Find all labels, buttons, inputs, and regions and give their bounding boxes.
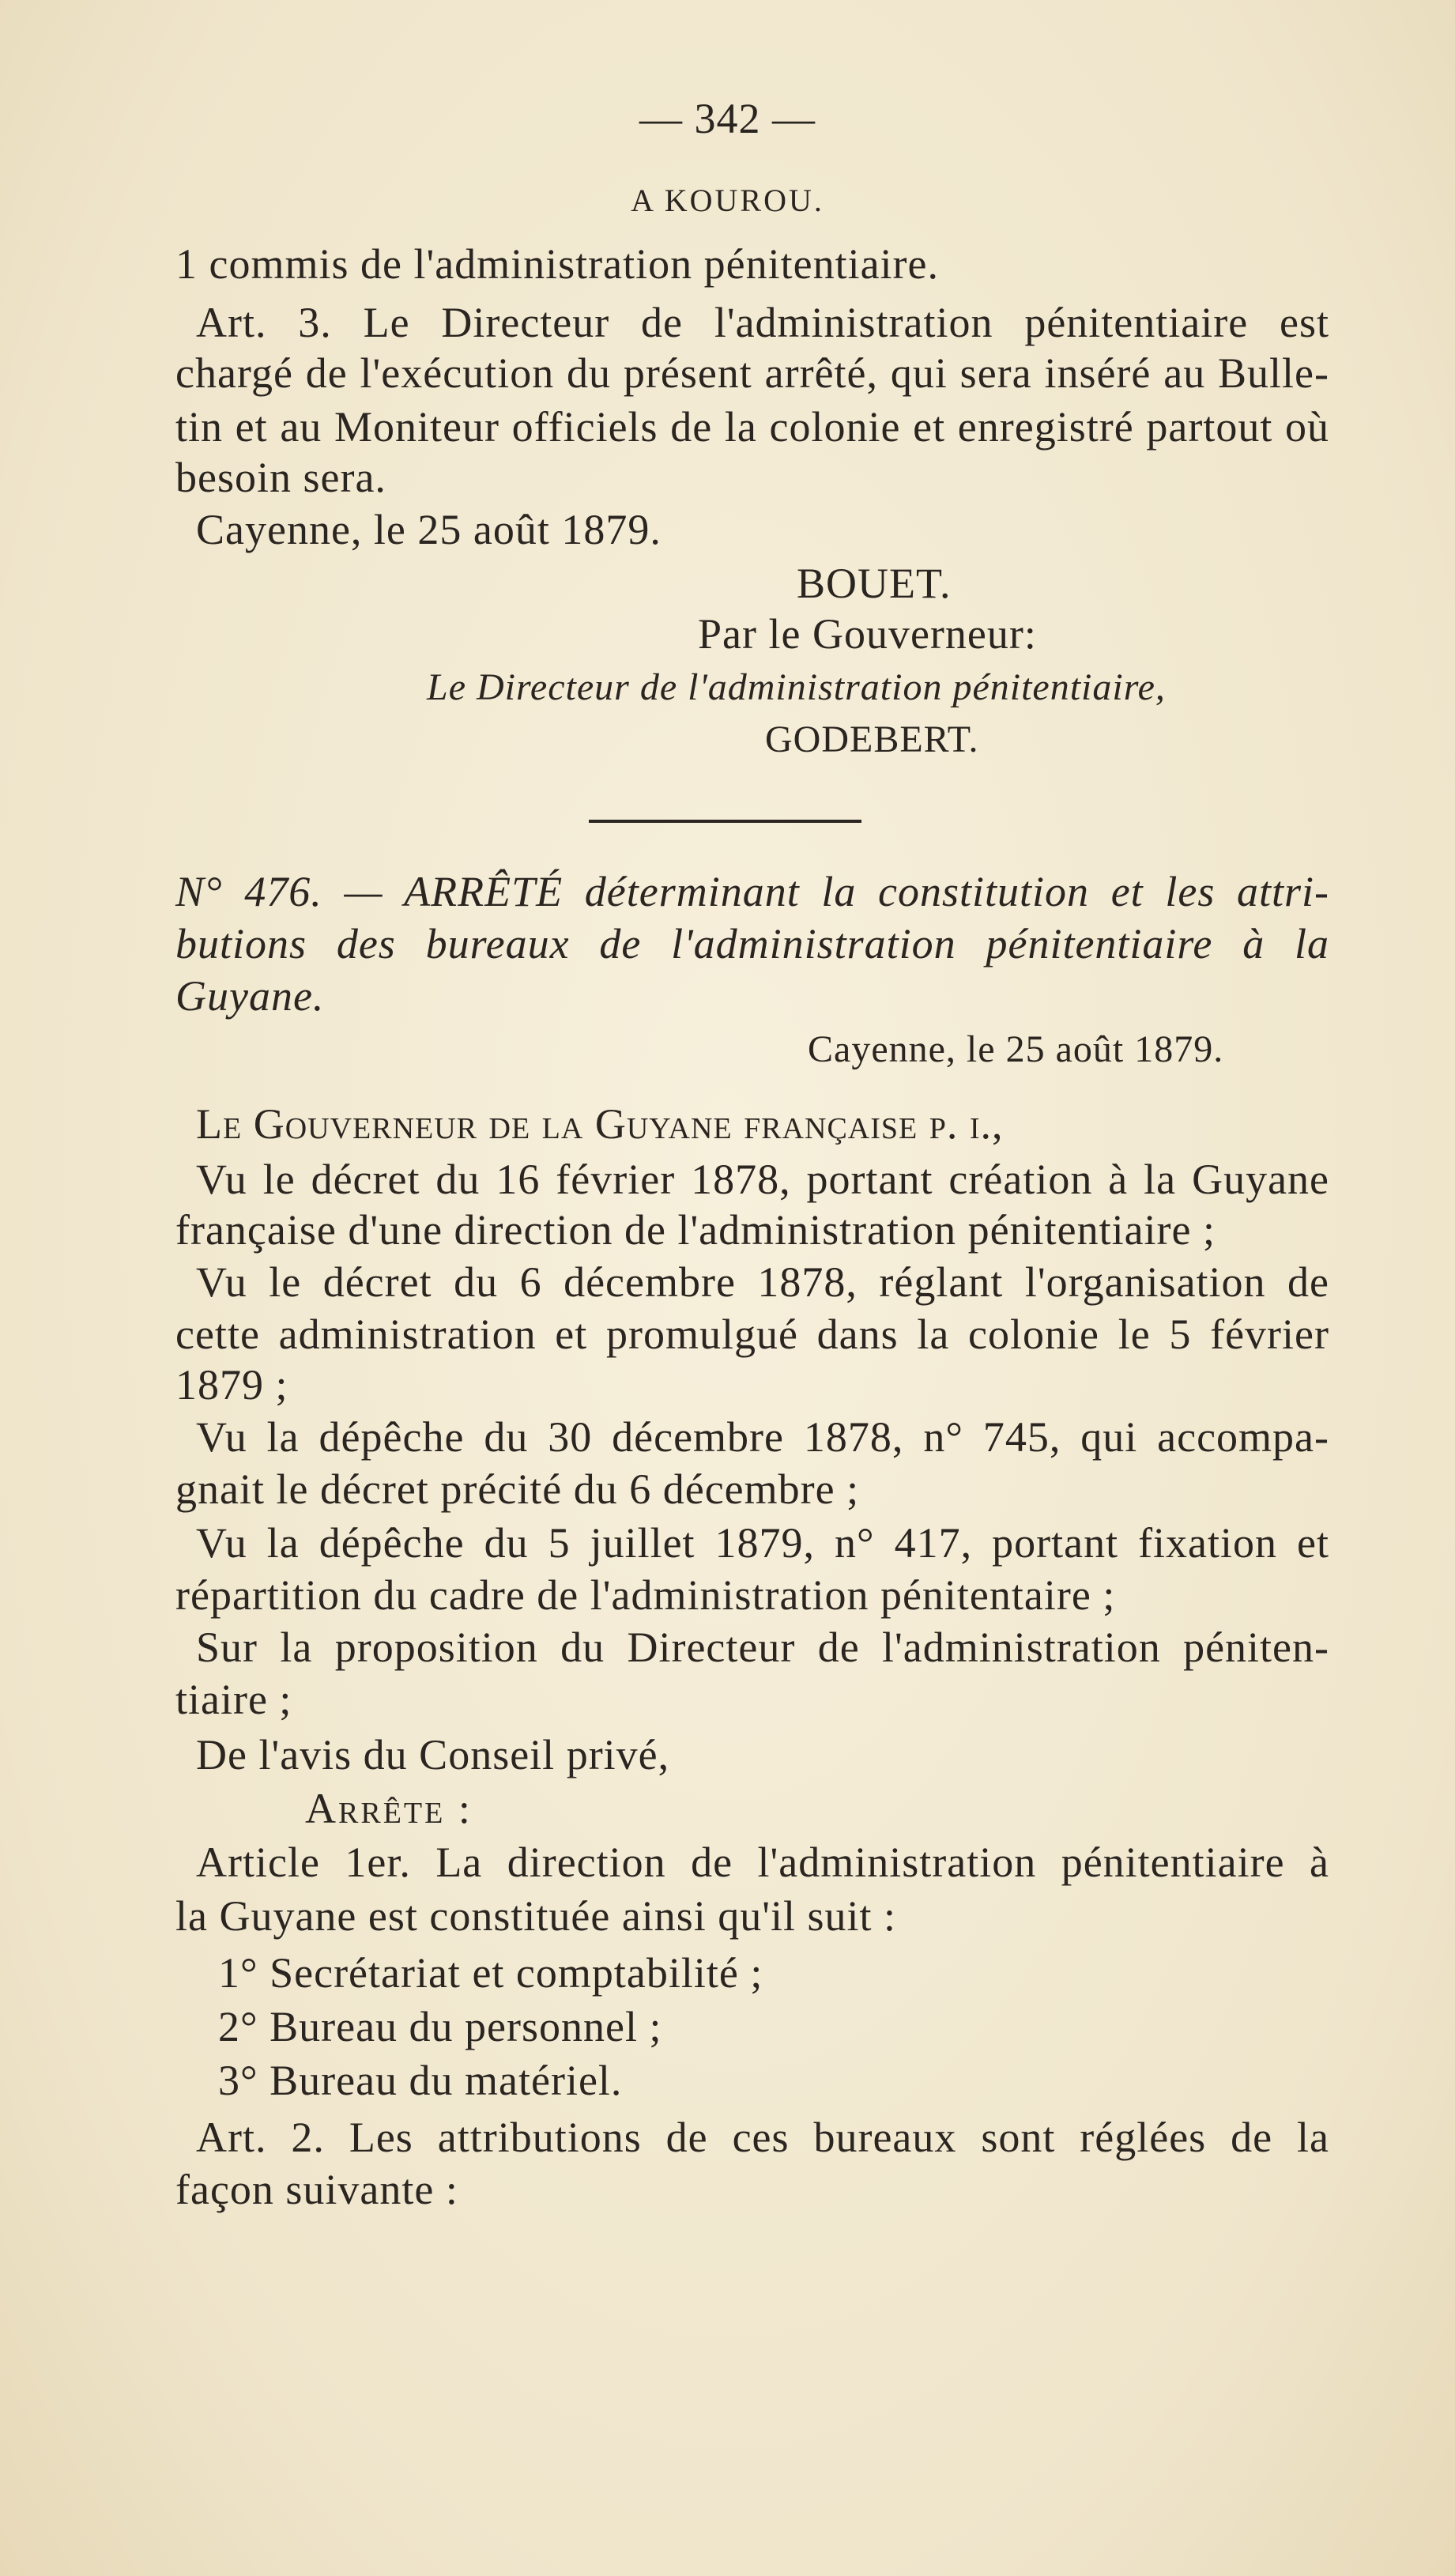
vu-line: cette administration et promulgué dans la colonie le 5 février — [175, 1311, 1329, 1358]
vu-line: gnait le décret précité du 6 décembre ; — [175, 1465, 860, 1513]
article-2-line: façon suivante : — [175, 2166, 458, 2213]
arrete-date: Cayenne, le 25 août 1879. — [808, 1028, 1224, 1070]
arrete-title-line: butions des bureaux de l'administration pénitentiaire à la — [175, 920, 1329, 967]
vu-line: Vu le décret du 6 décembre 1878, réglant l'organisation de — [196, 1258, 1329, 1306]
list-item: 2° Bureau du personnel ; — [218, 2003, 662, 2050]
director-title: Le Directeur de l'administration pénitentiaire, — [427, 666, 1166, 708]
proposition-line: tiaire ; — [175, 1676, 292, 1723]
vu-line: Vu la dépêche du 30 décembre 1878, n° 745, qui accompa- — [196, 1413, 1329, 1461]
article-3-line: chargé de l'exécution du présent arrêté, qui sera inséré au Bulle- — [175, 349, 1329, 397]
arrete-heading: Arrête : — [305, 1785, 473, 1832]
list-item: 3° Bureau du matériel. — [218, 2057, 623, 2104]
article-3-line: Art. 3. Le Directeur de l'administration pénitentiaire est — [196, 299, 1329, 346]
director-name: GODEBERT. — [765, 718, 979, 760]
running-head: A KOUROU. — [631, 183, 824, 218]
article-3-line: tin et au Moniteur officiels de la colonie et enregistré partout où — [175, 403, 1329, 451]
list-item: 1° Secrétariat et comptabilité ; — [218, 1949, 763, 1997]
article-1-line: la Guyane est constituée ainsi qu'il suit : — [175, 1892, 897, 1940]
preamble-intro: Le Gouverneur de la Guyane française p. i., — [196, 1100, 1004, 1148]
article-1-line: Article 1er. La direction de l'administration pénitentiaire à — [196, 1839, 1329, 1886]
article-3-line: besoin sera. — [175, 454, 386, 501]
vu-line: Vu le décret du 16 février 1878, portant création à la Guyane — [196, 1156, 1329, 1203]
par-le-gouverneur: Par le Gouverneur: — [698, 610, 1037, 658]
vu-line: française d'une direction de l'administration pénitentiaire ; — [175, 1206, 1216, 1254]
proposition-line: Sur la proposition du Directeur de l'administration péniten- — [196, 1624, 1329, 1671]
article-2-line: Art. 2. Les attributions de ces bureaux sont réglées de la — [196, 2114, 1329, 2161]
vu-line: 1879 ; — [175, 1361, 288, 1409]
section-divider — [589, 820, 861, 823]
vu-line: Vu la dépêche du 5 juillet 1879, n° 417, portant fixation et — [196, 1519, 1329, 1567]
page-number: — 342 — — [639, 95, 816, 142]
text-line: 1 commis de l'administration pénitentiaire. — [175, 240, 940, 288]
date-line: Cayenne, le 25 août 1879. — [196, 506, 662, 553]
arrete-title-line: N° 476. — ARRÊTÉ déterminant la constitution et les attri- — [175, 868, 1329, 915]
signature-bouet: BOUET. — [797, 560, 952, 607]
arrete-title-line: Guyane. — [175, 972, 325, 1020]
avis-line: De l'avis du Conseil privé, — [196, 1731, 670, 1778]
vu-line: répartition du cadre de l'administration pénitentaire ; — [175, 1571, 1116, 1619]
